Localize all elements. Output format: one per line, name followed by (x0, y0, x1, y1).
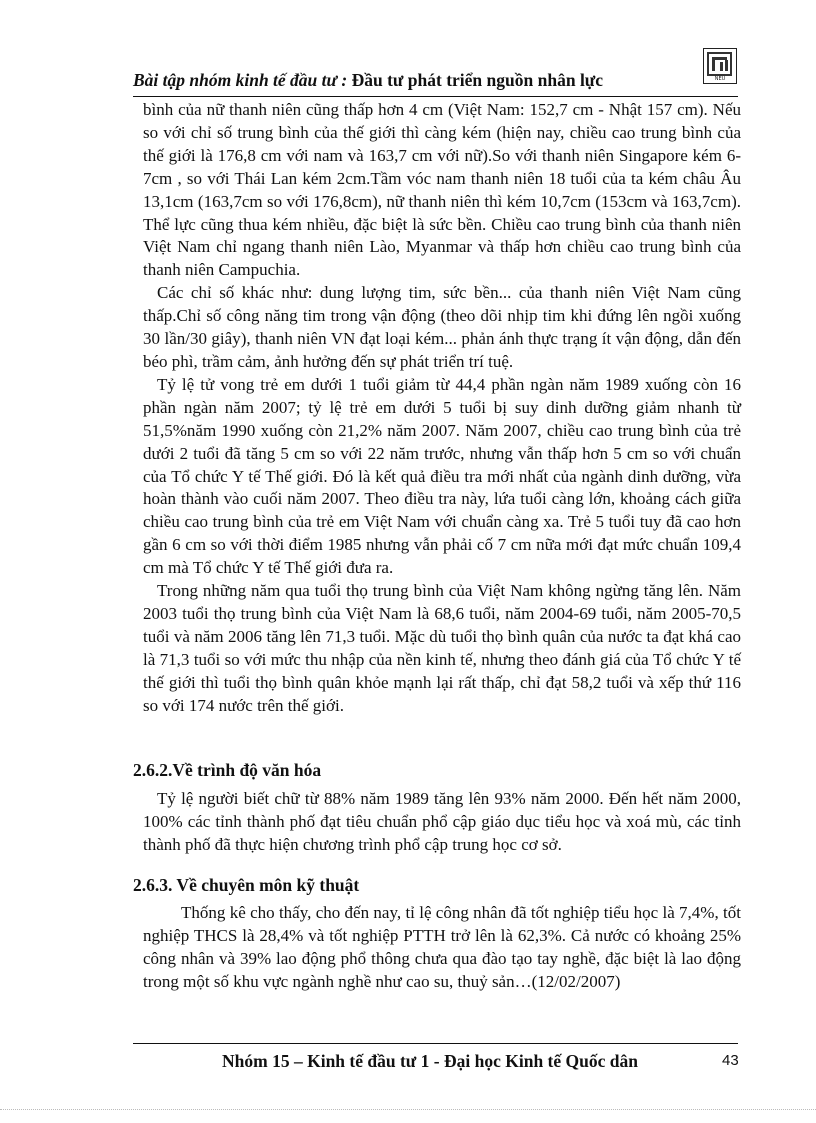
footer-divider (133, 1043, 738, 1044)
paragraph: Tỷ lệ tử vong trẻ em dưới 1 tuổi giảm từ 44,4 phần ngàn năm 1989 xuống còn 16 phần ngàn năm 2007; tỷ lệ trẻ em dưới 5 tuổi bị suy dinh dưỡng giảm nhanh từ 51,5%năm 1990 xuống còn 21,2% năm 2007. Năm 2007, chiều cao trung bình của trẻ dưới 2 tuổi đã tăng 5 cm so với 22 năm trước, nhưng vẫn thấp hơn 5 cm so với chuẩn của Tổ chức Y tế Thế giới. Đó là kết quả điều tra mới nhất của ngành dinh dưỡng, vừa hoàn thành vào cuối năm 2007. Theo điều tra này, lứa tuổi càng lớn, khoảng cách giữa chiều cao trung bình của trẻ em Việt Nam với chuẩn càng xa. Trẻ 5 tuổi tuy đã cao hơn gần 6 cm so với thời điểm 1985 nhưng vẫn phải cố 7 cm nữa mới đạt mức chuẩn 109,4 cm mà Tổ chức Y tế Thế giới đưa ra. (143, 374, 741, 578)
logo-text: NEU (714, 76, 726, 82)
header-topic: Đầu tư phát triển nguồn nhân lực (347, 70, 604, 90)
section-text (143, 788, 741, 857)
page-header (133, 70, 733, 96)
section-heading: 2.6.3. Về chuyên môn kỹ thuật (133, 875, 360, 895)
page-break-line (0, 1109, 816, 1110)
paragraph: Các chỉ số khác như: dung lượng tim, sức bền... của thanh niên Việt Nam cũng thấp.Chỉ số công năng tim trong vận động (theo dõi nhịp tim khi đứng lên ngồi xuống 30 lần/30 giây), thanh niên VN đạt loại kém... phản ánh thực trạng ít vận động, dẫn đến béo phì, trầm cảm, ảnh hưởng đến sự phát triển trí tuệ. (143, 283, 741, 371)
paragraph: bình của nữ thanh niên cũng thấp hơn 4 cm (Việt Nam: 152,7 cm - Nhật 157 cm). Nếu so với chỉ số trung bình của thế giới thì càng kém (hiện nay, chiều cao trung bình của thế giới là 176,8 cm với nam và 163,7 cm với nữ).So với thanh niên Singapore kém 6-7cm , so với Thái Lan kém 2cm.Tầm vóc nam thanh niên 18 tuổi của ta kém châu Âu 13,1cm (163,7cm so với 176,8cm), nữ thanh niên thì kém 10,7cm (153cm và 163,7cm). Thể lực cũng thua kém nhiều, đặc biệt là sức bền. Chiều cao trung bình của thanh niên Việt Nam chỉ ngang thanh niên Lào, Myanmar và thấp hơn chiều cao trung bình của thanh niên Campuchia. (143, 100, 741, 280)
paragraph: Thống kê cho thấy, cho đến nay, tỉ lệ công nhân đã tốt nghiệp tiểu học là 7,4%, tốt nghiệp THCS là 28,4% và tốt nghiệp PTTH trở lên là 62,3%. Cả nước có khoảng 25% công nhân và 39% lao động phổ thông chưa qua đào tạo tay nghề, đặc biệt là lao động trong một số khu vực ngành nghề như cao su, thuỷ sản…(12/02/2007) (143, 903, 741, 991)
body-text (143, 99, 741, 717)
section-text (143, 902, 741, 994)
header-divider (133, 96, 738, 97)
paragraph: Trong những năm qua tuổi thọ trung bình của Việt Nam không ngừng tăng lên. Năm 2003 tuổi thọ trung bình của Việt Nam là 68,6 tuổi, năm 2004-69 tuổi, năm 2005-70,5 tuổi và năm 2006 tăng lên 71,3 tuổi. Mặc dù tuổi thọ bình quân của nước ta đạt khá cao là 71,3 tuổi so với mức thu nhập của nền kinh tế, nhưng theo đánh giá của Tổ chức Y tế thế giới thì tuổi thọ bình quân khỏe mạnh lại rất thấp, chỉ đạt 58,2 tuổi và xếp thứ 116 so với 174 nước trên thế giới. (143, 581, 741, 715)
paragraph: Tỷ lệ người biết chữ từ 88% năm 1989 tăng lên 93% năm 2000. Đến hết năm 2000, 100% các tỉnh thành phố đạt tiêu chuẩn phổ cập giáo dục tiểu học và xoá mù, các tỉnh thành phố đã thực hiện chương trình phổ cập trung học cơ sở. (143, 789, 741, 854)
header-series: Bài tập nhóm kinh tế đầu tư : (133, 70, 348, 90)
page-footer: Nhóm 15 – Kinh tế đầu tư 1 - Đại học Kinh tế Quốc dân (222, 1051, 638, 1071)
page-number: 43 (722, 1052, 739, 1069)
university-logo (703, 48, 737, 84)
section-heading: 2.6.2.Về trình độ văn hóa (133, 760, 322, 780)
